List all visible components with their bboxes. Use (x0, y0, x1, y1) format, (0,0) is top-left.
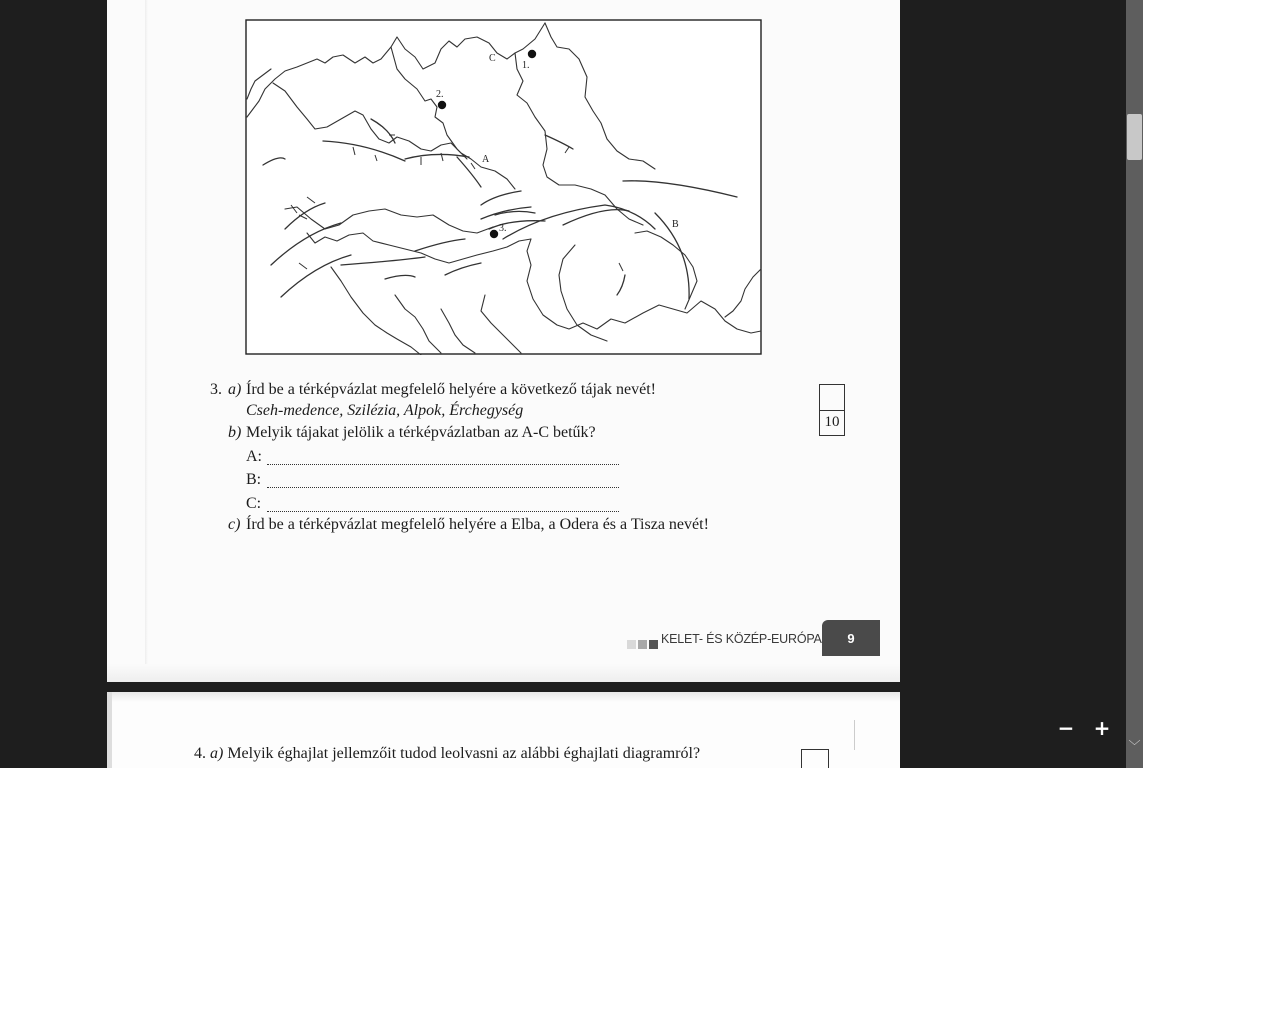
question-4a-marker: a) (210, 745, 224, 762)
question-3a-list: Cseh-medence, Szilézia, Alpok, Érchegység (246, 402, 524, 419)
region-label-b: B (672, 219, 679, 230)
question-3a-text: Írd be a térképvázlat megfelelő helyére a következő tájak nevét! (246, 381, 656, 398)
question-3c-text: Írd be a térképvázlat megfelelő helyére a Elba, a Odera és a Tisza nevét! (246, 516, 709, 533)
point-label-2: 2. (436, 89, 444, 100)
answer-label-c: C: (246, 495, 262, 512)
scrollbar-thumb[interactable] (1127, 114, 1142, 160)
question-3c-marker: c) (228, 516, 241, 533)
question-4-number: 4. (194, 745, 206, 762)
central-europe-sketch-map (245, 19, 762, 355)
footer-squares-icon (627, 636, 660, 654)
score-value: 10 (824, 414, 840, 430)
score-box (819, 384, 845, 436)
page-top-shadow (107, 692, 900, 702)
question-4a-text: Melyik éghajlat jellemzőit tudod leolvasni az alábbi éghajlati diagramról? (227, 745, 701, 762)
score-box-page-10 (801, 749, 829, 768)
point-label-1: 1. (522, 60, 530, 71)
region-label-a: A (482, 154, 490, 165)
page-10 (107, 692, 900, 768)
chapter-footer: KELET- ÉS KÖZÉP-EURÓPA (661, 632, 822, 646)
vertical-scrollbar[interactable] (1126, 0, 1143, 768)
answer-label-b: B: (246, 471, 262, 488)
page-edge-shadow (145, 0, 148, 665)
answer-label-a: A: (246, 448, 262, 465)
answer-line-c[interactable] (267, 499, 619, 512)
page-bottom-shadow (107, 664, 900, 682)
scroll-down-chevron-icon[interactable]: ﹀ (1128, 739, 1141, 753)
point-label-3: 3. (499, 223, 507, 234)
region-label-c: C (489, 53, 496, 64)
score-box-divider (820, 410, 844, 411)
page-number-tab: 9 (822, 620, 880, 656)
question-4a (194, 745, 700, 763)
question-3b-marker: b) (228, 424, 242, 441)
zoom-in-button[interactable]: + (1093, 716, 1111, 740)
zoom-out-button[interactable]: − (1057, 716, 1075, 740)
page-9 (107, 0, 900, 682)
question-3-number: 3. (210, 381, 222, 398)
page-left-edge (107, 692, 112, 768)
question-3b-text: Melyik tájakat jelölik a térképvázlatban az A-C betűk? (246, 424, 596, 441)
answer-line-a[interactable] (267, 452, 619, 465)
page-margin-line (854, 720, 855, 750)
answer-line-b[interactable] (267, 475, 619, 488)
question-3a-marker: a) (228, 381, 242, 398)
